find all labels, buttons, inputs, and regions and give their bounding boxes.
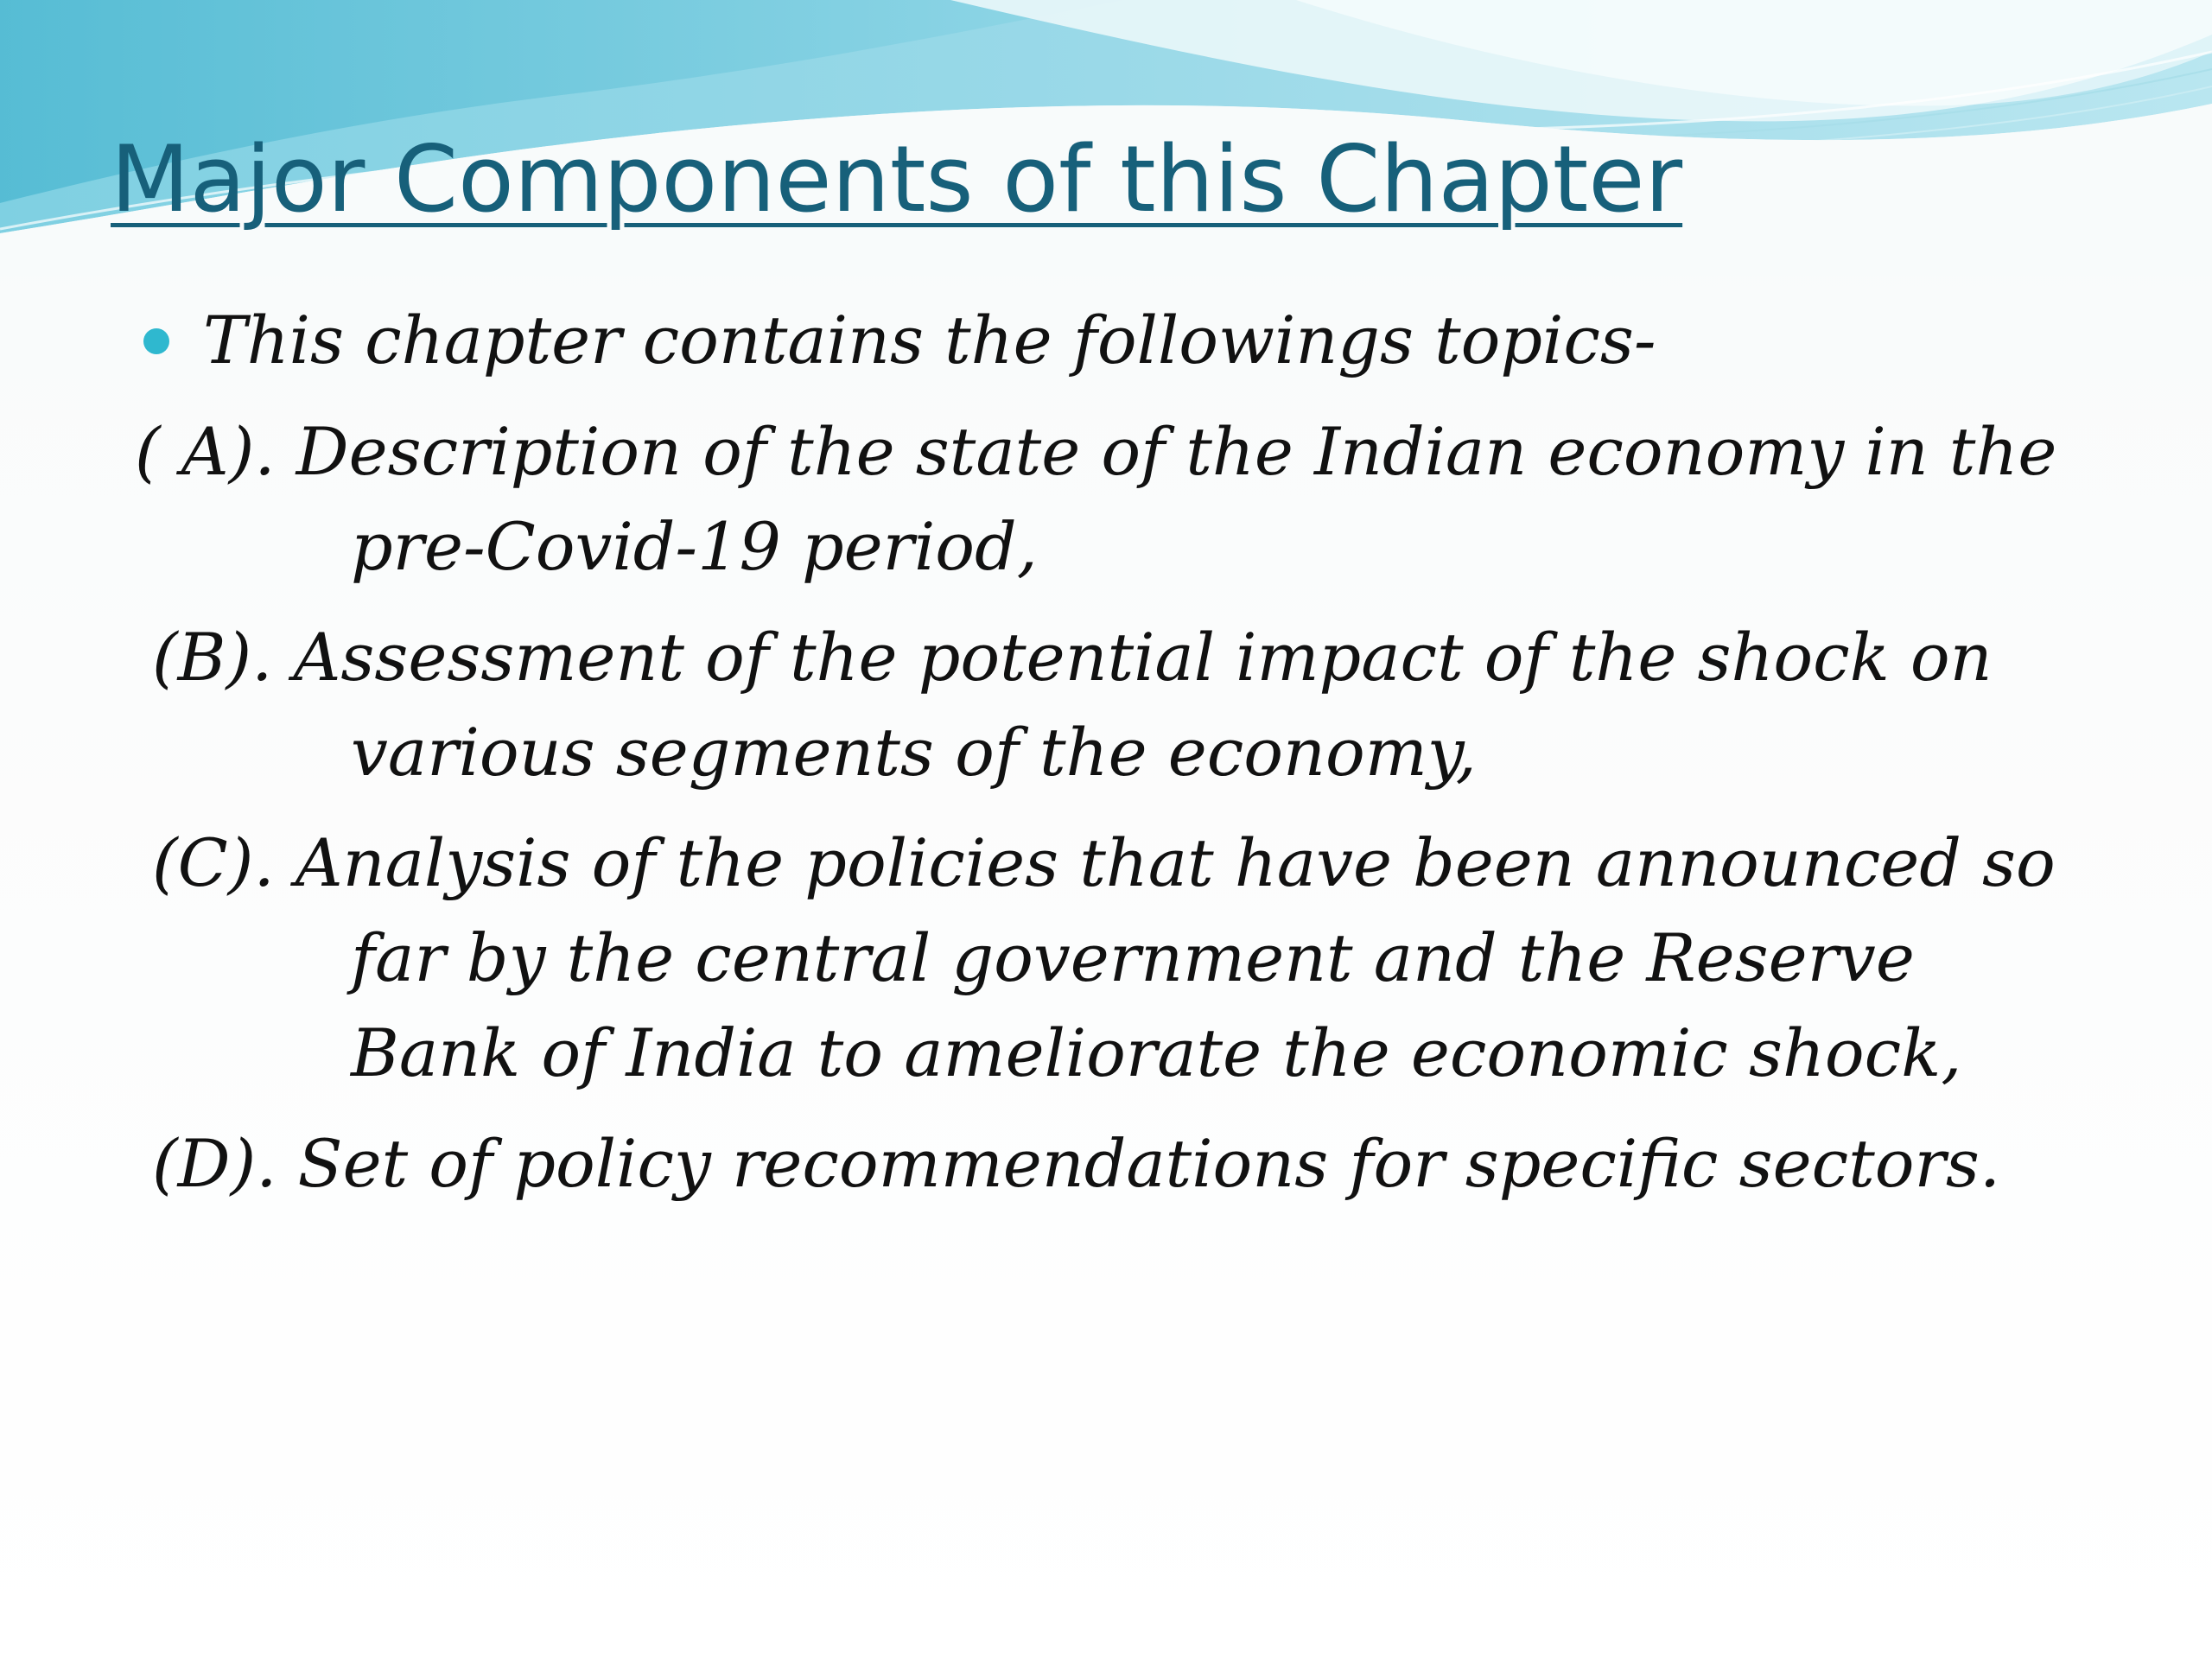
topic-line: various segments of the economy, (351, 714, 1477, 791)
slide-body (130, 292, 2117, 1211)
topic-line: Bank of India to ameliorate the economic shock, (351, 1014, 1962, 1091)
intro-text: This chapter contains the followings topics- (203, 302, 1656, 378)
intro-bullet (130, 292, 2117, 389)
topic-line: (D). Set of policy recommendations for specific sectors. (152, 1125, 2000, 1202)
bullet-dot-icon (143, 328, 169, 354)
topic-c (130, 816, 2117, 1101)
topic-line: (C). Analysis of the policies that have been announced so (152, 824, 2056, 901)
topic-line: ( A). Description of the state of the Indian economy in the (135, 413, 2057, 490)
topic-line: pre-Covid-19 period, (351, 508, 1038, 585)
topic-line: far by the central government and the Reserve (351, 919, 1915, 996)
topic-b (130, 610, 2117, 800)
topic-a (130, 404, 2117, 594)
slide-title: Major Components of this Chapter (111, 126, 1683, 232)
topic-line: (B). Assessment of the potential impact of the shock on (152, 619, 1993, 696)
topic-d (130, 1116, 2117, 1211)
